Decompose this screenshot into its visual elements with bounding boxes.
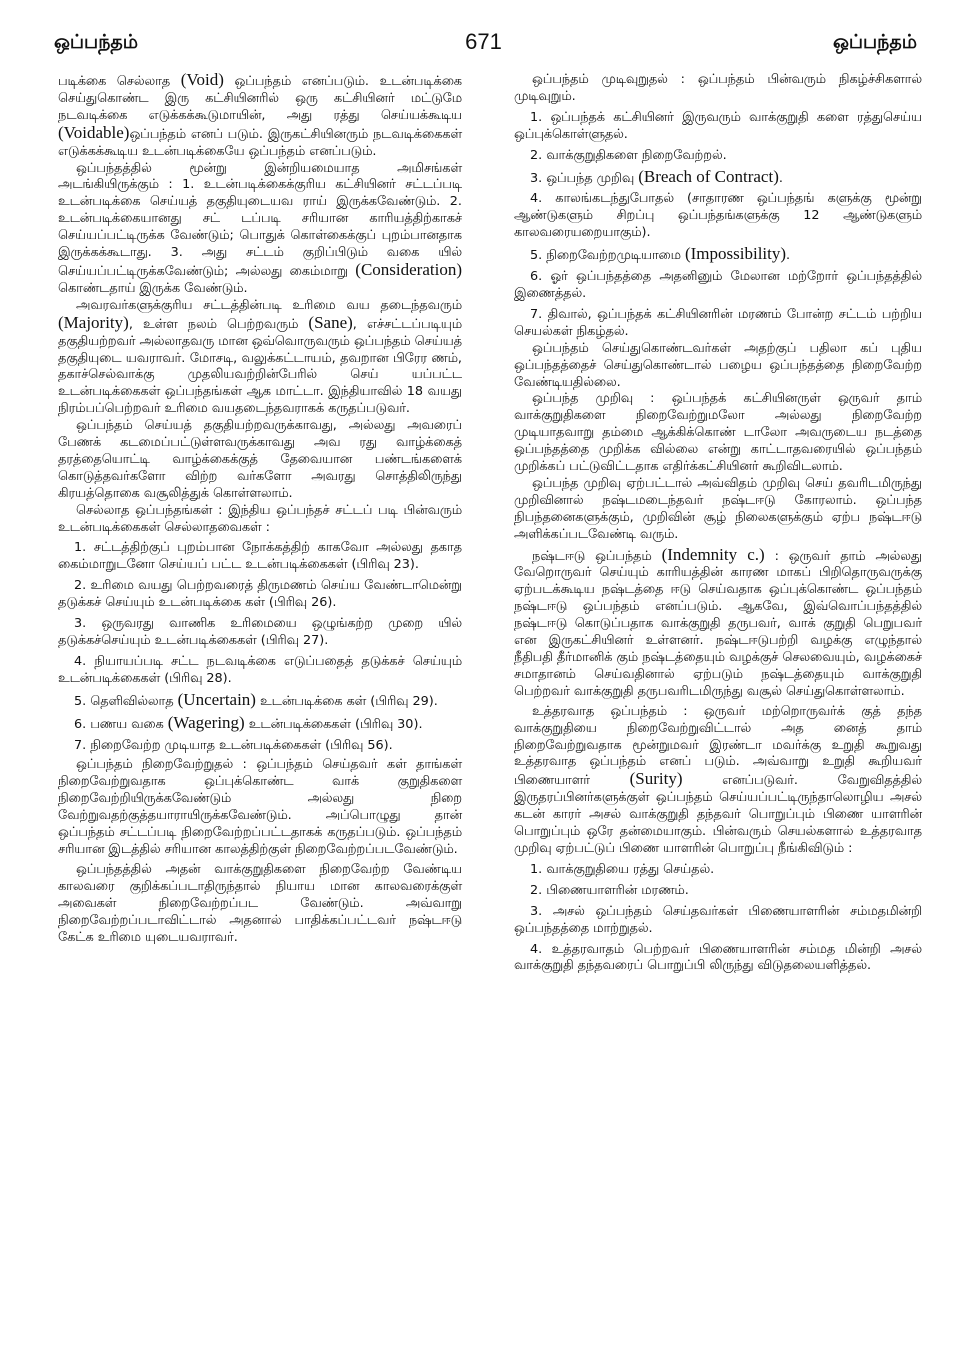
list-item: 7. நிறைவேற்ற முடியாத உடன்படிக்கைகள் (பிரிவு 56). — [74, 737, 393, 753]
list-item: 5. தெளிவில்லாத (Uncertain) உடன்படிக்கை கள் (பிரிவு 29). — [74, 689, 438, 709]
list-item: 6. ஓர் ஒப்பந்தத்தை அதனினும் மேலான மற்றோர் ஒப்பந்தத்தில் இணைத்தல். — [514, 269, 922, 301]
section-paragraph: நஷ்டஈடு ஒப்பந்தம் (Indemnity c.) : ஒருவர் தாம் அல்லது வேறொருவர் செய்யும் காரியத்தின் காரண மாகப் பிறிதொருவருக்கு ஏற்படக்கூடிய நஷ்டத்தை ஈடு செய்வதாக ஒப்புக்கொண்ட ஒப்பந்தம் நஷ்டஈடு ஒப்பந்தம் எனப்படும். ஆகவே, இவ்வொப்பந்தத்தில் நஷ்டஈடு கொடுப்பதாக வாக்குறுதி தருபவர், வாக் குறுதி பெறுபவர் என இருகட்சியினர் உள்ளனர். நஷ்டஈடுபற்றி வழக்கு எழுந்தால் நீதிபதி தீர்மானிக் கும் நஷ்டத்தையும் வழக்குச் செலவையும், வழக்கைச் சமாதானம் செய்வதினால் ஏற்படும் நஷ்டத்தையும் வாக்குறுதி பெற்றவர் வாக்குறுதி தருபவரிடமிருந்து வசூல் செய்துகொள்ளலாம். — [514, 544, 923, 699]
page-number: 671 — [465, 29, 502, 54]
right-column — [514, 72, 922, 975]
paragraph: படிக்கை செல்லாத (Void) ஒப்பந்தம் எனப்படும். உடன்படிக்கை செய்துகொண்ட இரு கட்சியினரில் ஒரு கட்சியினர் மட்டுமே நடவடிக்கை எடுக்கக்கூடுமாயின், அது ரத்து செய்யக்கூடிய (Voidable)ஒப்பந்தம் எனப் படும். இருகட்சியினரும் நடவடிக்கைகள் எடுக்கக்கூடிய உடன்படிக்கையே ஒப்பந்தம் எனப்படும். — [58, 70, 462, 159]
list-item: 7. திவால், ஒப்பந்தக் கட்சியினரின் மரணம் போன்ற சட்டம் பற்றிய செயல்கள் நிகழ்தல். — [514, 306, 922, 339]
paragraph: ஒப்பந்தம் செய்யத் தகுதியற்றவருக்காவது, அல்லது அவரைப் பேணக் கடமைப்பட்டுள்ளவருக்காவது அவ ரது வாழ்க்கைத் தரத்தையொட்டி வாழ்க்கைக்குத் தேவையான பண்டங்களைக் கொடுத்தவர்களோ விற்ற வர்களோ அவரது சொத்திலிருந்து கிரயத்தொகை வசூலித்துக் கொள்ளலாம். — [58, 418, 462, 501]
list-item: 1. சட்டத்திற்குப் புறம்பான நோக்கத்திற் காகவோ அல்லது தகாத கைம்மாறுடனோ செய்யப் பட்ட உடன்படிக்கைகள் (பிரிவு 23). — [58, 540, 462, 573]
paragraph: ஒப்பந்த முறிவு ஏற்பட்டால் அவ்விதம் முறிவு செய் தவரிடமிருந்து முறிவினால் நஷ்டமடைந்தவர் நஷ்டஈடு கோரலாம். ஒப்பந்த நிபந்தனைகளுக்கும், முறிவின் சூழ் நிலைகளுக்கும் ஏற்ப நஷ்டஈடு அளிக்கப்படவேண்டி வரும். — [514, 475, 922, 542]
section-paragraph: செல்லாத ஒப்பந்தங்கள் : இந்திய ஒப்பந்தச் சட்டப் படி பின்வரும் உடன்படிக்கைகள் செல்லாதவைகள் : — [58, 502, 462, 535]
list-item: 6. பணய வகை (Wagering) உடன்படிக்கைகள் (பிரிவு 30). — [74, 712, 423, 732]
list-item: 1. ஒப்பந்தக் கட்சியினர் இருவரும் வாக்குறுதி களை ரத்துசெய்ய ஒப்புக்கொள்ளுதல். — [514, 109, 922, 142]
paragraph: ஒப்பந்தத்தில் அதன் வாக்குறுதிகளை நிறைவேற்ற வேண்டிய காலவரை குறிக்கப்படாதிருந்தால் நியாய மான காலவரைக்குள் அவைகள் நிறைவேற்றப்பட வேண்டும். அவ்வாறு நிறைவேற்றப்படாவிட்டால் அதனால் பாதிக்கப்பட்டவர் நஷ்டஈடு கேட்க உரிமை யுடையவராவர். — [58, 861, 462, 945]
section-paragraph: ஒப்பந்தம் நிறைவேற்றுதல் : ஒப்பந்தம் செய்தவர் கள் தாங்கள் நிறைவேற்றுவதாக ஒப்புக்கொண்ட வாக் குறுதிகளை நிறைவேற்றியிருக்கவேண்டும் அல்லது நிறை வேற்றுவதற்குத்தயாராயிருக்கவேண்டும். அப்பொழுது தான் ஒப்பந்தம் சட்டப்படி நிறைவேற்றப்பட்டதாகக் கருதப்படும். ஒப்பந்தம் சரியான இடத்தில் சரியான காலத்திற்குள் நிறைவேற்றப்படவேண்டும். — [58, 757, 462, 857]
running-head-right: ஒப்பந்தம் — [832, 31, 917, 53]
list-item: 3. ஒருவரது வாணிக உரிமையை ஒழுங்கற்ற முறை யில் தடுக்கச்செய்யும் உடன்படிக்கைகள் (பிரிவு 27). — [58, 616, 462, 648]
list-item: 4. காலங்கடந்துபோதல் (சாதாரண ஒப்பந்தங் களுக்கு மூன்று ஆண்டுகளும் சிறப்பு ஒப்பந்தங்களுக்கு 12 ஆண்டுகளும் காலவரையறையாகும்). — [514, 191, 922, 241]
section-paragraph: ஒப்பந்த முறிவு : ஒப்பந்தக் கட்சியினருள் ஒருவர் தாம் வாக்குறுதிகளை நிறைவேற்றுமலோ அல்லது நிறைவேற்ற முடியாதவாறு தம்மை ஆக்கிக்கொண் டாலோ அவருடைய நடத்தை ஒப்பந்தத்தை முறிக்க வில்லை என்று காட்டாதவரையில் ஒப்பந்தம் முறிக்கப் பட்டுவிட்டதாக எதிர்க்கட்சியினர் கூறிவிடலாம். — [514, 391, 922, 475]
list-item: 3. அசல் ஒப்பந்தம் செய்தவர்கள் பிணையாளரின் சம்மதமின்றி ஒப்பந்தத்தை மாற்றுதல். — [514, 903, 922, 936]
list-item: 2. பிணையாளரின் மரணம். — [530, 882, 689, 898]
paragraph: ஒப்பந்தம் செய்துகொண்டவர்கள் அதற்குப் பதிலா கப் புதிய ஒப்பந்தத்தைச் செய்துகொண்டால் பழைய ஒப்பந்தத்தை நிறைவேற்ற வேண்டியதில்லை. — [514, 340, 922, 390]
left-column — [58, 72, 462, 946]
list-item: 4. நியாயப்படி சட்ட நடவடிக்கை எடுப்பதைத் தடுக்கச் செய்யும் உடன்படிக்கைகள் (பிரிவு 28). — [58, 653, 462, 686]
paragraph: ஒப்பந்தத்தில் மூன்று இன்றியமையாத அமிசங்கள் அடங்கியிருக்கும் : 1. உடன்படிக்கைக்குரிய கட்சியினர் சட்டப்படி உடன்படிக்கை செய்யத் தகுதியுடையவ ராய் இருக்கவேண்டும். 2. உடன்படிக்கையானது சட் டப்படி சரியான காரியத்திற்காகச் செய்யப்பட்டிருக்க வேண்டும்; பொதுக் கொள்கைக்குப் புறம்பானதாக இருக்கக்கூடாது. 3. அது சட்டம் குறிப்பிடும் வகை யில் செய்யப்பட்டிருக்கவேண்டும்; அல்லது கைம்மாறு (Consideration) கொண்டதாய் இருக்க வேண்டும். — [58, 160, 462, 296]
running-head-left: ஒப்பந்தம் — [54, 31, 139, 53]
list-item: 4. உத்தரவாதம் பெற்றவர் பிணையாளரின் சம்மத மின்றி அசல் வாக்குறுதி தந்தவரைப் பொறுப்பி லிருந்து விடுதலையளித்தல். — [514, 941, 922, 974]
list-item: 3. ஒப்பந்த முறிவு (Breach of Contract). — [530, 166, 783, 186]
list-item: 1. வாக்குறுதியை ரத்து செய்தல். — [530, 861, 715, 877]
list-item: 5. நிறைவேற்றமுடியாமை (Impossibility). — [530, 244, 791, 264]
list-item: 2. உரிமை வயது பெற்றவரைத் திருமணம் செய்ய வேண்டாமென்று தடுக்கச் செய்யும் உடன்படிக்கை கள் (பிரிவு 26). — [58, 578, 462, 611]
paragraph: அவரவர்களுக்குரிய சட்டத்தின்படி உரிமை வய தடைந்தவரும் (Majority), உள்ள நலம் பெற்றவரும் (Sane), எச்சட்டப்படியும் தகுதியற்றவர் அல்லாதவரு மான ஒவ்வொருவரும் ஒப்பந்தம் செய்யத் தகுதியுடை யவராவர். மோசடி, வலுக்கட்டாயம், தவறான பிரேர ணம், தகாச்செல்வாக்கு முதலியவற்றின்பேரில் செய் யப்பட்ட உடன்படிக்கைகள் ஒப்பந்தங்கள் ஆக மாட்டா. இந்தியாவில் 18 வயது நிரம்பப்பெற்றவர் உரிமை வயதடைந்தவராகக் கருதப்படுவர். — [58, 297, 462, 417]
section-paragraph: ஒப்பந்தம் முடிவுறுதல் : ஒப்பந்தம் பின்வரும் நிகழ்ச்சிகளால் முடிவுறும். — [514, 72, 922, 104]
list-item: 2. வாக்குறுதிகளை நிறைவேற்றல். — [530, 147, 727, 163]
section-paragraph: உத்தரவாத ஒப்பந்தம் : ஒருவர் மற்றொருவர்க் குத் தந்த வாக்குறுதியை நிறைவேற்றுவிட்டால் அத னைத் தாம் நிறைவேற்றுவதாக மூன்றுமவர் இரண்டா மவர்க்கு உறுதி கூறுவது உத்தரவாத ஒப்பந்தம் எனப் படும். அவ்வாறு உறுதி கூறியவர் பிணையாளர் (Surity) எனப்படுவர். வேறுவிதத்தில் இருதரப்பினர்களுக்குள் ஒப்பந்தம் செய்யப்பட்டிருந்தாலொழிய அசல் கடன் காரர் அசல் வாக்குறுதி தந்தவர் பொறுப்பும் பிணை யாளரின் பொறுப்பும் ஒரே தன்மையாகும். பின்வரும் செயல்களால் உத்தரவாத முறிவு ஏற்பட்டுப் பிணை யாளரின் பொறுப்பு நீங்கிவிடும் : — [514, 703, 922, 856]
